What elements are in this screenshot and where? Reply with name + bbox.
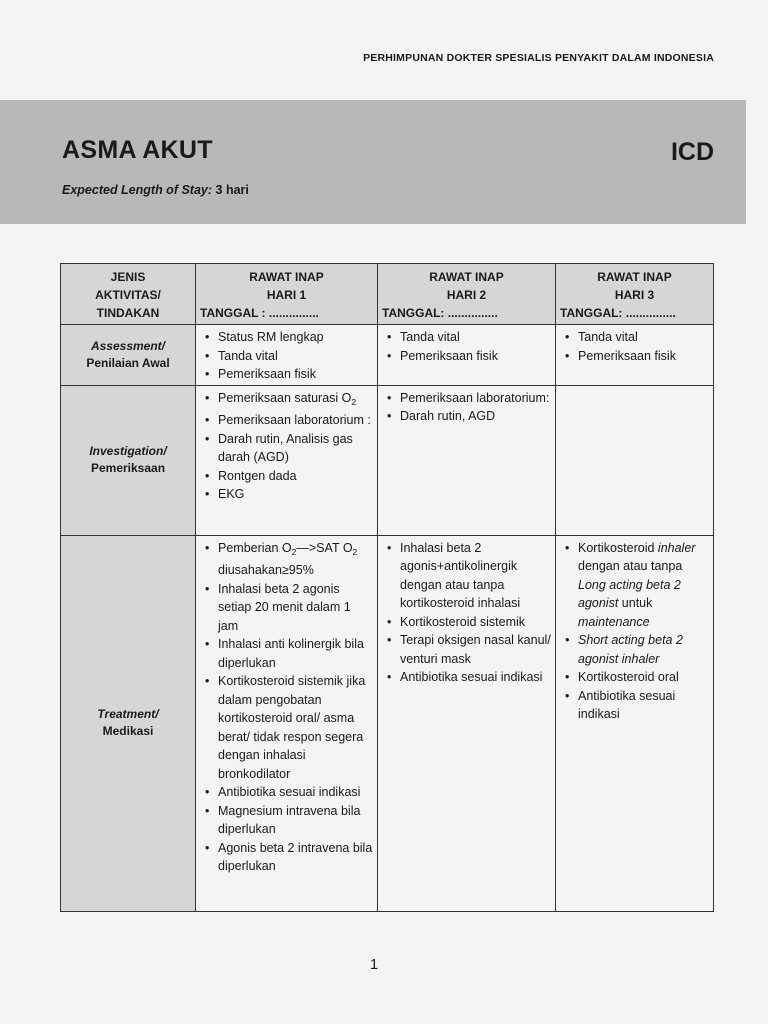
cell-assessment-day3 xyxy=(556,325,714,386)
list-item: • Darah rutin, Analisis gas darah (AGD) xyxy=(218,430,373,467)
header-line: HARI 2 xyxy=(446,288,487,302)
list-item: • Kortikosteroid sistemik xyxy=(400,613,551,632)
header-line: TINDAKAN xyxy=(96,306,160,320)
list-item: • Pemeriksaan fisik xyxy=(578,347,709,366)
list-item: • Tanda vital xyxy=(578,328,709,347)
page-number: 1 xyxy=(369,956,379,973)
list-item: • Inhalasi anti kolinergik bila diperlukan xyxy=(218,635,373,672)
list-item: • Inhalasi beta 2 agonis+antikolinergik dengan atau tanpa kortikosteroid inhalasi xyxy=(400,539,551,613)
cell-investigation-day3 xyxy=(556,385,714,535)
organization-header: PERHIMPUNAN DOKTER SPESIALIS PENYAKIT DALAM INDONESIA xyxy=(363,52,714,64)
list-item: • Magnesium intravena bila diperlukan xyxy=(218,802,373,839)
row-label-id: Penilaian Awal xyxy=(86,355,170,370)
header-day-2 xyxy=(378,264,556,325)
table-row-assessment xyxy=(61,325,714,386)
header-date-line: TANGGAL: ............... xyxy=(560,306,676,320)
table-row-investigation xyxy=(61,385,714,535)
list-item: • Darah rutin, AGD xyxy=(400,407,551,426)
header-line: RAWAT INAP xyxy=(429,270,504,284)
list-item: • Kortikosteroid inhaler dengan atau tanpa Long acting beta 2 agonist untuk maintenance xyxy=(578,539,709,632)
table-header-row xyxy=(61,264,714,325)
header-line: AKTIVITAS/ xyxy=(95,288,161,302)
cell-assessment-day2 xyxy=(378,325,556,386)
header-date-line: TANGGAL: ............... xyxy=(382,306,498,320)
list-item: • Short acting beta 2 agonist inhaler xyxy=(578,631,709,668)
row-label-id: Medikasi xyxy=(102,724,154,738)
list-item: • Status RM lengkap xyxy=(218,328,373,347)
list-item: • EKG xyxy=(218,485,373,504)
length-of-stay xyxy=(62,183,249,197)
list-item: • Pemeriksaan fisik xyxy=(400,347,551,366)
row-label-assessment xyxy=(61,325,196,386)
list-item: • Rontgen dada xyxy=(218,467,373,486)
header-day-3 xyxy=(556,264,714,325)
los-label: Expected Length of Stay: xyxy=(62,183,213,197)
list-item: • Kortikosteroid oral xyxy=(578,668,709,687)
header-line: HARI 1 xyxy=(266,288,307,302)
header-day-1 xyxy=(196,264,378,325)
list-item: • Pemeriksaan saturasi $O_2$ xyxy=(218,389,373,412)
row-label-en: Treatment/ xyxy=(97,707,159,721)
list-item: • Kortikosteroid sistemik jika dalam pengobatan kortikosteroid oral/ asma berat/ tidak respon segera dengan inhalasi bronkodilator xyxy=(218,672,373,783)
list-item: • Tanda vital xyxy=(400,328,551,347)
row-label-id: Pemeriksaan xyxy=(90,461,166,475)
row-label-en: Assessment/ xyxy=(90,338,166,353)
list-item: • Terapi oksigen nasal kanul/ venturi mask xyxy=(400,631,551,668)
list-item: • Antibiotika sesuai indikasi xyxy=(218,783,373,802)
row-label-en: Investigation/ xyxy=(89,444,167,458)
cell-treatment-day2 xyxy=(378,535,556,911)
list-item: • Inhalasi beta 2 agonis setiap 20 menit dalam 1 jam xyxy=(218,580,373,636)
cell-investigation-day2 xyxy=(378,385,556,535)
list-item: • Pemeriksaan laboratorium : xyxy=(218,411,373,430)
row-label-investigation xyxy=(61,385,196,535)
table-row-treatment xyxy=(61,535,714,911)
los-value: 3 hari xyxy=(215,183,249,197)
header-line: RAWAT INAP xyxy=(249,270,324,284)
clinical-pathway-table xyxy=(60,263,714,912)
list-item: • Agonis beta 2 intravena bila diperlukan xyxy=(218,839,373,876)
cell-investigation-day1 xyxy=(196,385,378,535)
icd-code: ICD xyxy=(670,138,714,166)
list-item: • Pemeriksaan laboratorium: xyxy=(400,389,551,408)
cell-treatment-day3 xyxy=(556,535,714,911)
list-item: • Antibiotika sesuai indikasi xyxy=(400,668,551,687)
header-line: HARI 3 xyxy=(614,288,655,302)
cell-assessment-day1 xyxy=(196,325,378,386)
list-item: • Tanda vital xyxy=(218,347,373,366)
cell-treatment-day1 xyxy=(196,535,378,911)
header-line: RAWAT INAP xyxy=(597,270,672,284)
page-title: ASMA AKUT xyxy=(62,136,213,164)
list-item: • Pemeriksaan fisik xyxy=(218,365,373,384)
header-activity xyxy=(61,264,196,325)
row-label-treatment xyxy=(61,535,196,911)
list-item: • Antibiotika sesuai indikasi xyxy=(578,687,709,724)
list-item: • Pemberian $O_2—>SAT$ $O_2$ diusahakan≥95% xyxy=(218,539,373,580)
header-date-line: TANGGAL : ............... xyxy=(200,306,319,320)
header-line: JENIS xyxy=(110,270,146,284)
